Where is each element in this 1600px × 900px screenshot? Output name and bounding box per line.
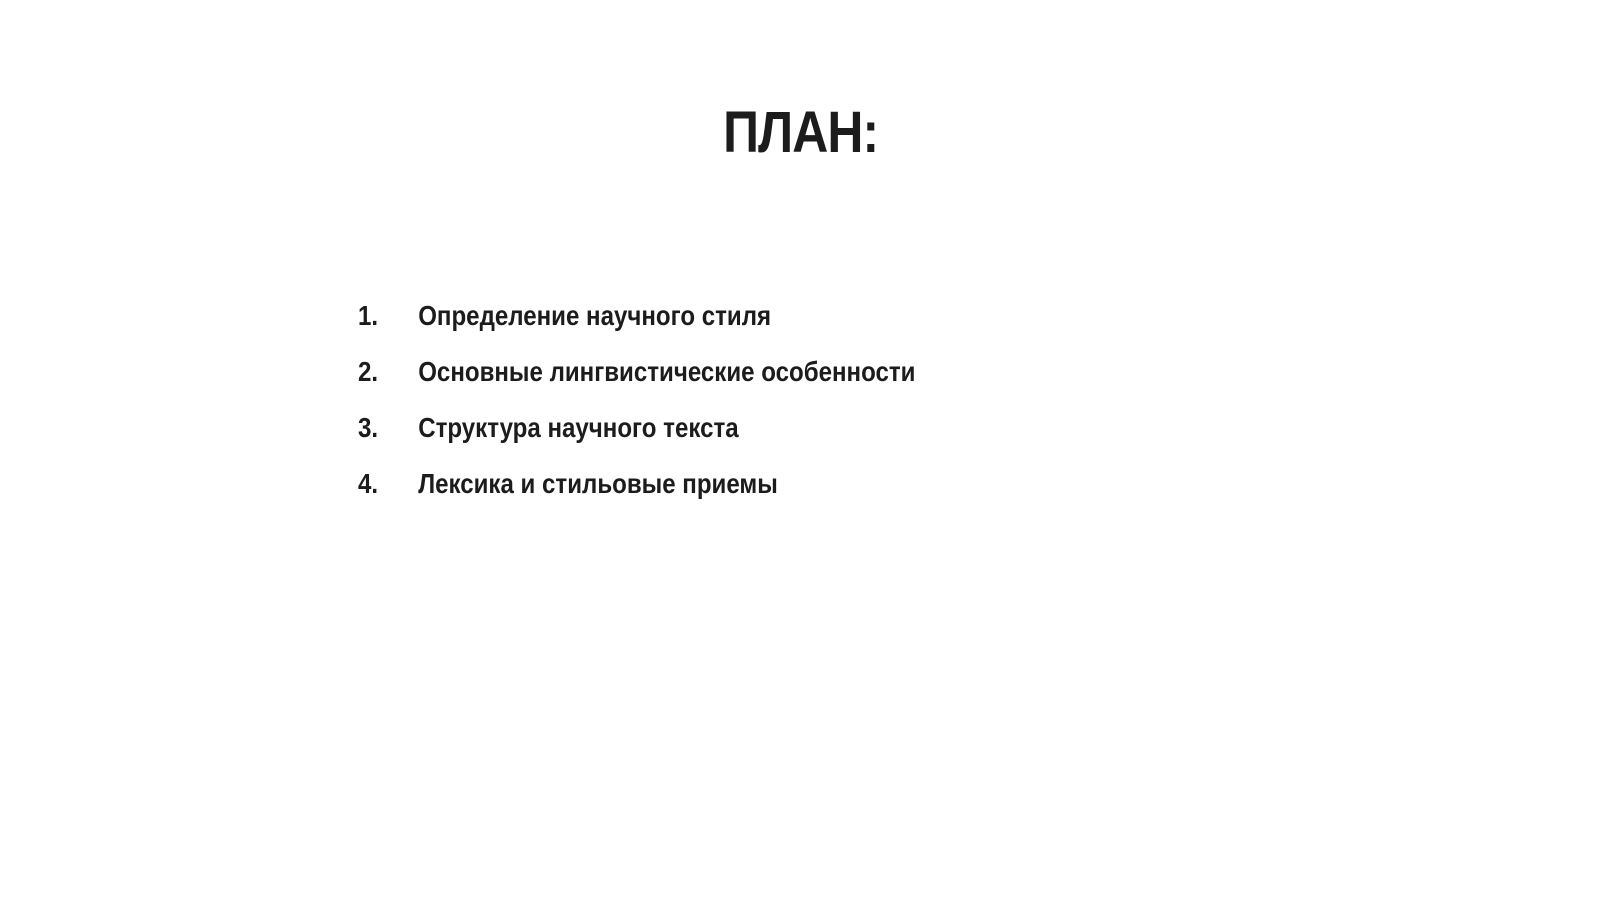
slide-title: ПЛАН:	[723, 100, 879, 165]
plan-item-3	[358, 400, 915, 456]
plan-item-text: Основные лингвистические особенности	[418, 356, 916, 387]
plan-item-number: 1.	[358, 300, 379, 331]
plan-item-number: 2.	[358, 356, 379, 387]
plan-item-1	[358, 288, 915, 344]
plan-list	[358, 288, 1006, 512]
plan-item-text: Структура научного текста	[418, 412, 739, 443]
plan-item-4	[358, 456, 915, 512]
plan-item-text: Лексика и стильовые приемы	[418, 468, 778, 499]
plan-item-2	[358, 344, 915, 400]
plan-item-number: 4.	[358, 468, 379, 499]
plan-item-number: 3.	[358, 412, 379, 443]
plan-item-text: Определение научного стиля	[418, 300, 772, 331]
